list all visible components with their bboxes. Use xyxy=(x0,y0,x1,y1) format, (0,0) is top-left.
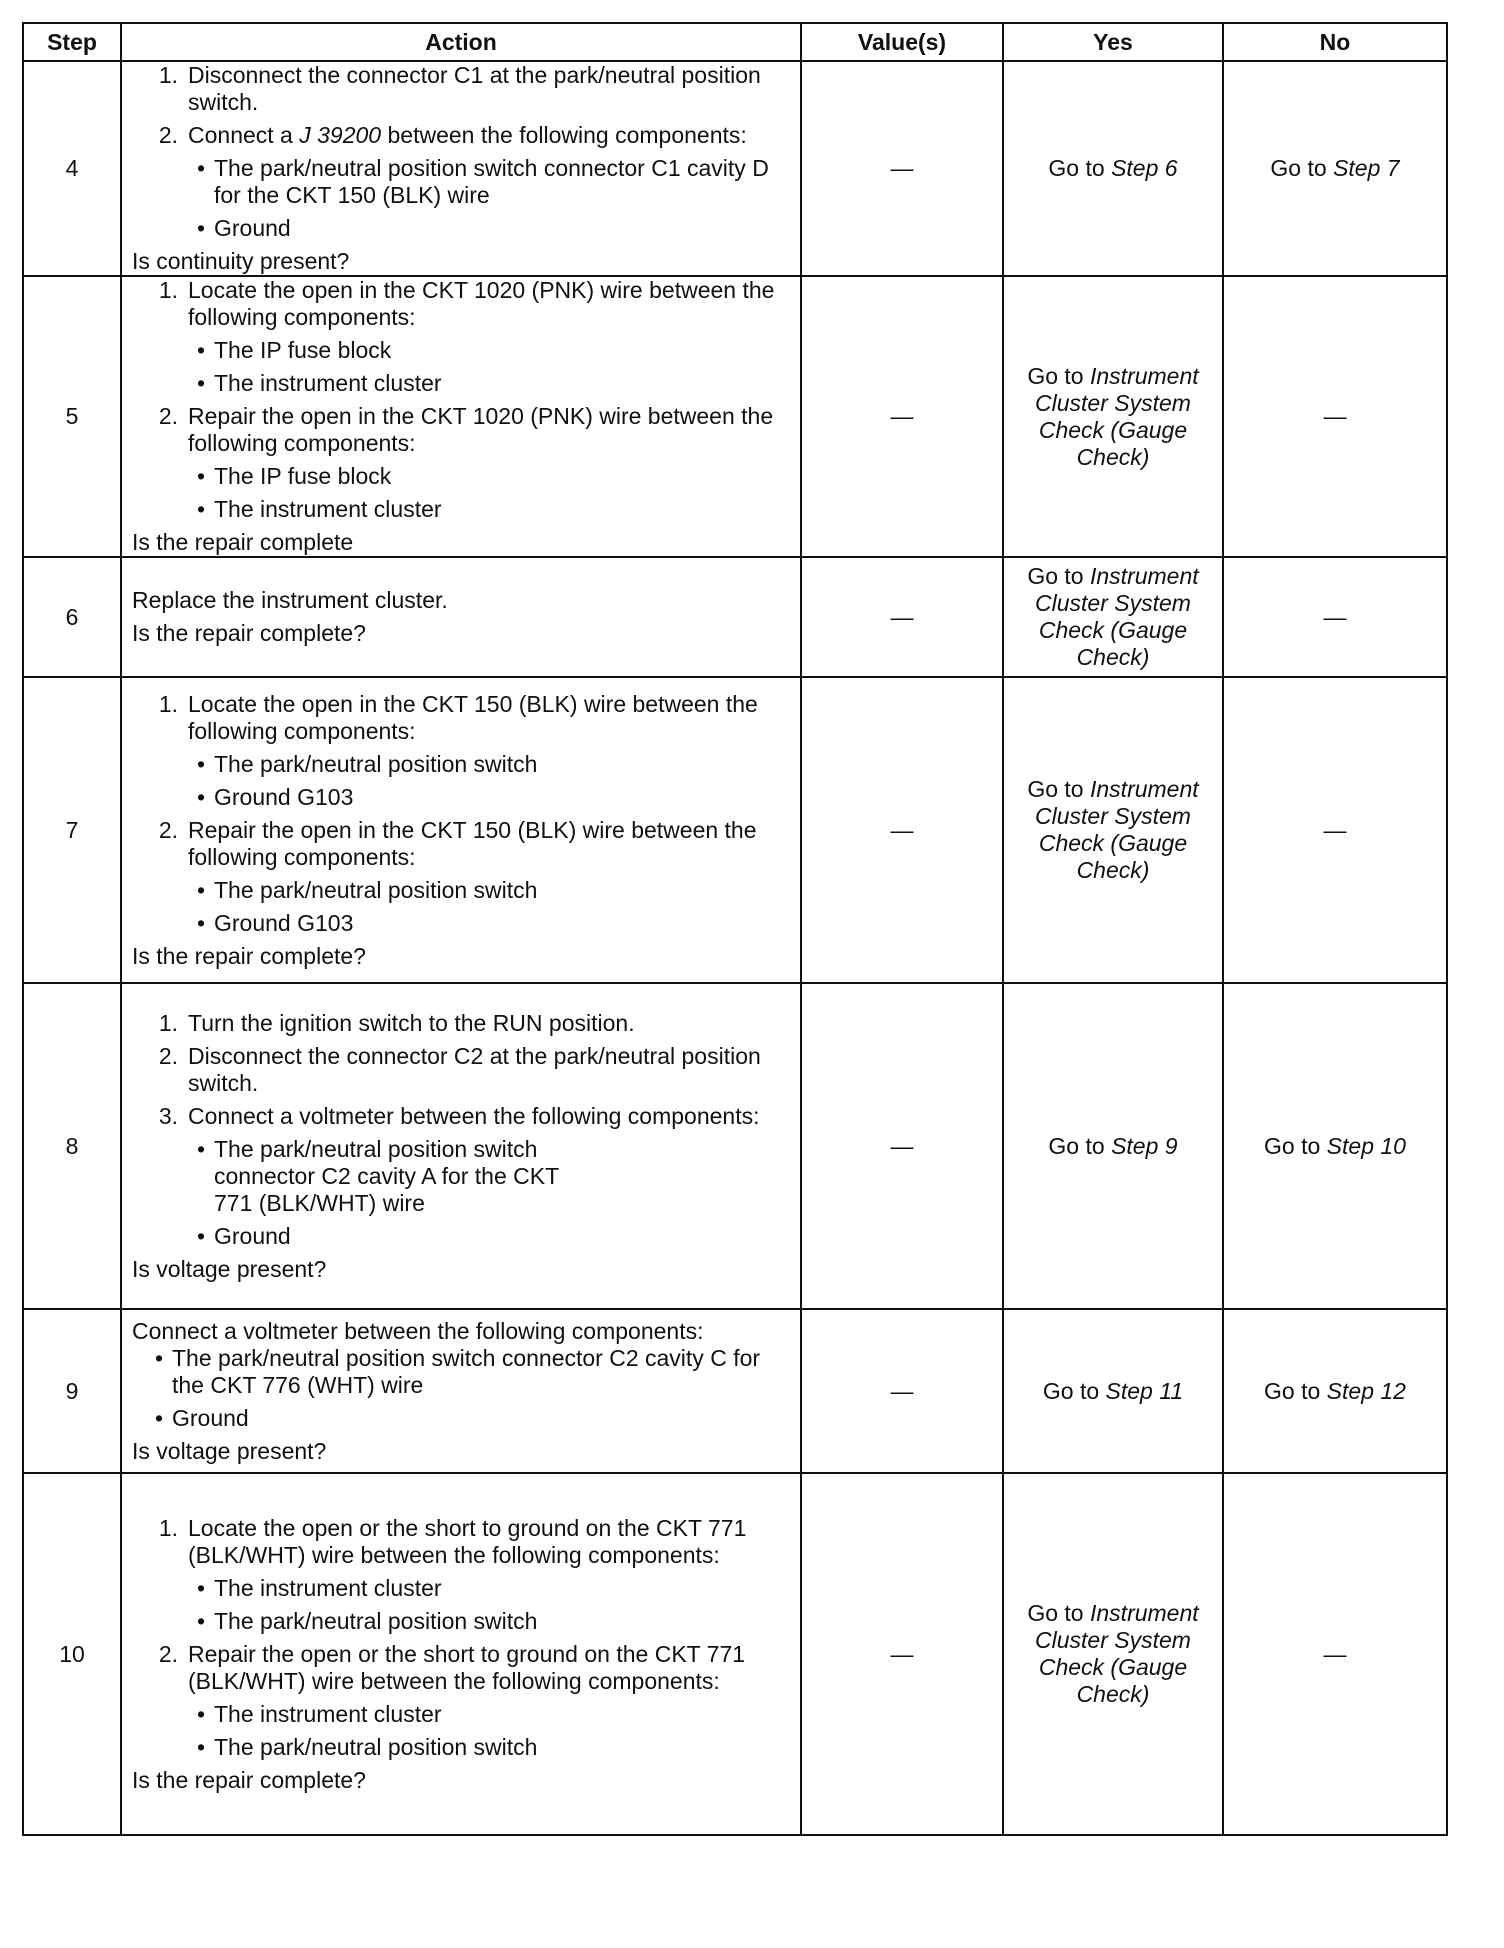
action-cell xyxy=(121,276,801,557)
action-text: Replace the instrument cluster. xyxy=(132,587,448,613)
action-cell xyxy=(121,1473,801,1835)
bullet-icon: • xyxy=(196,876,206,903)
bullet-icon: • xyxy=(196,1222,206,1249)
action-item: Locate the open in the CKT 150 (BLK) wire between the following components: xyxy=(188,690,758,744)
bullet-item: The instrument cluster xyxy=(214,1574,442,1601)
action-cell xyxy=(121,61,801,276)
table-row xyxy=(23,1473,1447,1835)
action-item: Locate the open or the short to ground on the CKT 771 (BLK/WHT) wire between the following components: xyxy=(188,1514,747,1568)
bullet-icon: • xyxy=(196,337,206,363)
no-link[interactable]: Step 12 xyxy=(1326,1377,1406,1404)
yes-cell: Go to Step 9 xyxy=(1003,983,1223,1309)
question: Is voltage present? xyxy=(132,1255,327,1282)
yes-link[interactable]: Step 6 xyxy=(1111,155,1178,181)
list-number: 2. xyxy=(158,122,178,148)
bullet-item: Ground G103 xyxy=(214,909,354,936)
table-row xyxy=(23,677,1447,983)
value-cell: — xyxy=(801,1473,1003,1835)
action-cell xyxy=(121,557,801,677)
step-number: 4 xyxy=(23,61,121,276)
question: Is the repair complete? xyxy=(132,942,366,969)
list-number: 1. xyxy=(158,690,178,717)
question: Is the repair complete? xyxy=(132,620,366,646)
table-row xyxy=(23,983,1447,1309)
bullet-item: The instrument cluster xyxy=(214,370,442,396)
action-item: Turn the ignition switch to the RUN position. xyxy=(188,1009,635,1036)
no-cell: Go to Step 7 xyxy=(1223,61,1447,276)
action-item: Disconnect the connector C2 at the park/neutral position switch. xyxy=(188,1042,761,1096)
bullet-icon: • xyxy=(154,1344,164,1371)
action-cell xyxy=(121,983,801,1309)
bullet-icon: • xyxy=(196,155,206,181)
no-cell: — xyxy=(1223,677,1447,983)
bullet-item: The park/neutral position switch xyxy=(214,1733,538,1760)
bullet-icon: • xyxy=(196,370,206,396)
yes-link[interactable]: Step 11 xyxy=(1105,1377,1184,1404)
action-item: Repair the open in the CKT 150 (BLK) wire between the following components: xyxy=(188,816,757,870)
bullet-icon: • xyxy=(196,463,206,489)
question: Is the repair complete? xyxy=(132,1766,366,1793)
value-cell: — xyxy=(801,983,1003,1309)
bullet-icon: • xyxy=(196,1135,206,1162)
header-no: No xyxy=(1223,23,1447,61)
bullet-item: The park/neutral position switch xyxy=(214,750,538,777)
action-item: Connect a J 39200 between the following components: xyxy=(188,122,747,148)
list-number: 1. xyxy=(158,62,178,88)
list-number: 2. xyxy=(158,403,178,429)
no-cell: Go to Step 10 xyxy=(1223,983,1447,1309)
value-cell: — xyxy=(801,677,1003,983)
yes-cell: Go to Step 11 xyxy=(1003,1309,1223,1473)
table-row xyxy=(23,276,1447,557)
bullet-icon: • xyxy=(196,783,206,810)
step-number: 10 xyxy=(23,1473,121,1835)
question: Is continuity present? xyxy=(132,248,350,274)
step-number: 7 xyxy=(23,677,121,983)
bullet-icon: • xyxy=(196,496,206,522)
list-number: 1. xyxy=(158,1009,178,1036)
yes-cell: Go to Instrument Cluster System Check (Gauge Check) xyxy=(1003,276,1223,557)
tool-name: J 39200 xyxy=(299,122,382,148)
action-text: Connect a voltmeter between the following components: xyxy=(132,1317,704,1344)
bullet-item: The park/neutral position switch connector C2 cavity A for the CKT 771 (BLK/WHT) wire xyxy=(214,1135,559,1216)
bullet-item: Ground xyxy=(214,1222,291,1249)
bullet-icon: • xyxy=(154,1404,164,1431)
bullet-icon: • xyxy=(196,909,206,936)
table-row xyxy=(23,557,1447,677)
action-item: Connect a voltmeter between the following components: xyxy=(188,1102,760,1129)
yes-cell: Go to Instrument Cluster System Check (Gauge Check) xyxy=(1003,557,1223,677)
no-cell: — xyxy=(1223,557,1447,677)
list-number: 2. xyxy=(158,816,178,843)
value-cell: — xyxy=(801,276,1003,557)
question: Is voltage present? xyxy=(132,1437,327,1464)
step-number: 9 xyxy=(23,1309,121,1473)
yes-link[interactable]: Instrument Cluster System Check (Gauge Check) xyxy=(1035,362,1199,470)
header-yes: Yes xyxy=(1003,23,1223,61)
bullet-item: The instrument cluster xyxy=(214,1700,442,1727)
list-number: 2. xyxy=(158,1640,178,1667)
bullet-item: Ground xyxy=(214,215,291,241)
bullet-icon: • xyxy=(196,1700,206,1727)
value-cell: — xyxy=(801,557,1003,677)
no-cell: — xyxy=(1223,276,1447,557)
bullet-item: Ground G103 xyxy=(214,783,354,810)
header-action: Action xyxy=(121,23,801,61)
bullet-item: The park/neutral position switch connector C2 cavity C for the CKT 776 (WHT) wire xyxy=(172,1344,761,1398)
action-item: Locate the open in the CKT 1020 (PNK) wire between the following components: xyxy=(188,277,775,330)
bullet-item: The IP fuse block xyxy=(214,337,392,363)
bullet-item: The park/neutral position switch xyxy=(214,1607,538,1634)
list-number: 3. xyxy=(158,1102,178,1129)
no-cell: Go to Step 12 xyxy=(1223,1309,1447,1473)
question: Is the repair complete xyxy=(132,529,354,555)
header-row xyxy=(23,23,1447,61)
yes-link[interactable]: Instrument Cluster System Check (Gauge Check) xyxy=(1035,563,1199,670)
value-cell: — xyxy=(801,1309,1003,1473)
step-number: 6 xyxy=(23,557,121,677)
value-cell: — xyxy=(801,61,1003,276)
bullet-icon: • xyxy=(196,215,206,241)
bullet-icon: • xyxy=(196,1733,206,1760)
yes-cell: Go to Step 6 xyxy=(1003,61,1223,276)
step-number: 5 xyxy=(23,276,121,557)
table-row xyxy=(23,1309,1447,1473)
yes-cell: Go to Instrument Cluster System Check (Gauge Check) xyxy=(1003,677,1223,983)
bullet-icon: • xyxy=(196,1574,206,1601)
action-cell xyxy=(121,677,801,983)
yes-link[interactable]: Step 9 xyxy=(1111,1132,1178,1159)
bullet-item: The park/neutral position switch connector C1 cavity D for the CKT 150 (BLK) wire xyxy=(214,155,769,208)
table-row xyxy=(23,61,1447,276)
action-cell xyxy=(121,1309,801,1473)
no-cell: — xyxy=(1223,1473,1447,1835)
bullet-item: The park/neutral position switch xyxy=(214,876,538,903)
action-item: Repair the open or the short to ground on the CKT 771 (BLK/WHT) wire between the following components: xyxy=(188,1640,746,1694)
bullet-item: The instrument cluster xyxy=(214,496,442,522)
list-number: 2. xyxy=(158,1042,178,1069)
bullet-icon: • xyxy=(196,1607,206,1634)
bullet-item: The IP fuse block xyxy=(214,463,392,489)
no-link[interactable]: Step 10 xyxy=(1326,1132,1406,1159)
yes-link[interactable]: Instrument Cluster System Check (Gauge Check) xyxy=(1035,1600,1199,1707)
yes-cell: Go to Instrument Cluster System Check (Gauge Check) xyxy=(1003,1473,1223,1835)
bullet-icon: • xyxy=(196,750,206,777)
header-values: Value(s) xyxy=(801,23,1003,61)
header-step: Step xyxy=(23,23,121,61)
action-item: Disconnect the connector C1 at the park/neutral position switch. xyxy=(188,62,761,115)
yes-link[interactable]: Instrument Cluster System Check (Gauge Check) xyxy=(1035,776,1199,883)
no-link[interactable]: Step 7 xyxy=(1333,155,1400,181)
bullet-item: Ground xyxy=(172,1404,249,1431)
action-item: Repair the open in the CKT 1020 (PNK) wire between the following components: xyxy=(188,403,774,456)
diagnostic-table xyxy=(22,22,1448,1836)
step-number: 8 xyxy=(23,983,121,1309)
list-number: 1. xyxy=(158,277,178,303)
list-number: 1. xyxy=(158,1514,178,1541)
